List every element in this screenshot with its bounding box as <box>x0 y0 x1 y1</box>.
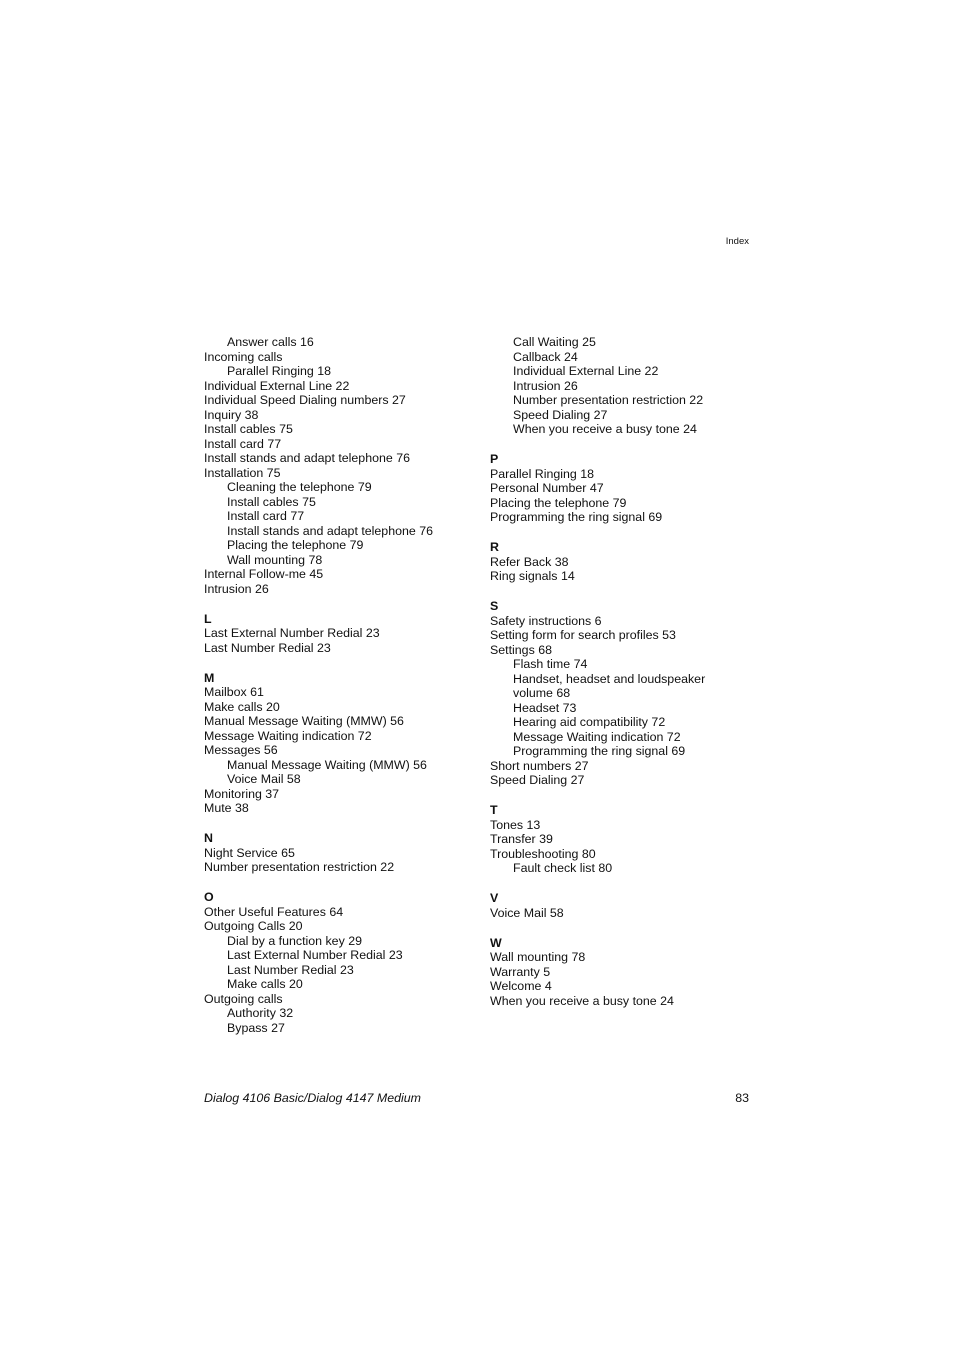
index-entry: Safety instructions 6 <box>490 613 602 628</box>
index-entry: Personal Number 47 <box>490 481 604 495</box>
index-subentry: Install stands and adapt telephone 76 <box>227 523 433 538</box>
index-entry: Incoming calls <box>204 349 283 364</box>
index-subentry: Make calls 20 <box>227 977 303 991</box>
index-subentry: Intrusion 26 <box>513 378 578 393</box>
index-column-left <box>204 335 474 1035</box>
index-subentry: Manual Message Waiting (MMW) 56 <box>227 757 427 772</box>
index-subentry: Callback 24 <box>513 349 578 364</box>
index-subentry: Number presentation restriction 22 <box>513 393 704 407</box>
index-entry: Mailbox 61 <box>204 685 264 699</box>
index-entry: Programming the ring signal 69 <box>490 510 663 524</box>
index-entry: Setting form for search profiles 53 <box>490 628 676 642</box>
index-subentry: Placing the telephone 79 <box>227 538 364 552</box>
index-subentry: Parallel Ringing 18 <box>227 364 332 378</box>
index-entry: Installation 75 <box>204 465 281 480</box>
index-entry: Individual Speed Dialing numbers 27 <box>204 393 406 407</box>
index-subentry: Answer calls 16 <box>227 335 314 349</box>
index-subentry: Authority 32 <box>227 1006 294 1020</box>
index-entry: Install cables 75 <box>204 422 293 436</box>
index-subentry: Fault check list 80 <box>513 861 613 875</box>
index-entry: Warranty 5 <box>490 964 551 979</box>
index-subentry: Headset 73 <box>513 700 577 715</box>
index-subentry: Speed Dialing 27 <box>513 407 608 422</box>
index-letter-heading: T <box>490 803 498 817</box>
index-entry: Inquiry 38 <box>204 407 259 422</box>
index-letter-heading: O <box>204 890 214 904</box>
index-subentry: When you receive a busy tone 24 <box>513 422 697 436</box>
index-subentry: Last External Number Redial 23 <box>227 948 403 962</box>
index-entry: Parallel Ringing 18 <box>490 466 595 481</box>
index-entry: Wall mounting 78 <box>490 950 586 964</box>
index-subentry: Wall mounting 78 <box>227 552 323 567</box>
index-entry: Manual Message Waiting (MMW) 56 <box>204 714 404 728</box>
index-entry: Number presentation restriction 22 <box>204 860 395 874</box>
index-entry: Placing the telephone 79 <box>490 495 627 510</box>
index-subentry: Dial by a function key 29 <box>227 933 362 948</box>
index-subentry: volume 68 <box>513 686 571 700</box>
index-entry: Outgoing calls <box>204 991 283 1006</box>
index-letter-heading: R <box>490 540 499 554</box>
index-entry: Message Waiting indication 72 <box>204 728 372 743</box>
index-letter-heading: W <box>490 935 502 950</box>
index-letter-heading: S <box>490 599 499 613</box>
index-entry: Ring signals 14 <box>490 569 575 583</box>
index-entry: Last Number Redial 23 <box>204 640 331 655</box>
index-subentry: Install card 77 <box>227 509 305 523</box>
index-subentry: Handset, headset and loudspeaker <box>513 671 706 686</box>
index-entry: Night Service 65 <box>204 845 295 860</box>
index-entry: Troubleshooting 80 <box>490 846 596 861</box>
index-letter-heading: N <box>204 831 213 845</box>
index-letter-heading: M <box>204 670 215 685</box>
index-subentry: Flash time 74 <box>513 657 588 671</box>
index-subentry: Individual External Line 22 <box>513 364 659 378</box>
index-entry: Intrusion 26 <box>204 581 269 596</box>
index-letter-heading: L <box>204 611 212 626</box>
index-subentry: Hearing aid compatibility 72 <box>513 715 666 729</box>
index-entry: Transfer 39 <box>490 832 553 846</box>
index-entry: Install stands and adapt telephone 76 <box>204 451 410 465</box>
index-entry: Install card 77 <box>204 436 282 451</box>
index-entry: Other Useful Features 64 <box>204 904 344 919</box>
index-entry: Last External Number Redial 23 <box>204 626 380 640</box>
index-subentry: Message Waiting indication 72 <box>513 729 681 744</box>
index-entry: Monitoring 37 <box>204 786 280 801</box>
index-subentry: Call Waiting 25 <box>513 335 596 349</box>
index-column-right <box>490 335 760 1008</box>
index-subentry: Cleaning the telephone 79 <box>227 480 372 494</box>
footer-document-title: Dialog 4106 Basic/Dialog 4147 Medium <box>204 1091 421 1105</box>
index-subentry: Bypass 27 <box>227 1020 285 1035</box>
index-subentry: Last Number Redial 23 <box>227 962 354 977</box>
index-subentry: Install cables 75 <box>227 494 316 509</box>
index-entry: Internal Follow-me 45 <box>204 567 324 581</box>
index-entry: Settings 68 <box>490 642 552 657</box>
index-entry: When you receive a busy tone 24 <box>490 993 674 1008</box>
index-entry: Speed Dialing 27 <box>490 773 585 787</box>
index-entry: Mute 38 <box>204 801 249 815</box>
index-entry: Individual External Line 22 <box>204 378 350 393</box>
running-header: Index <box>725 236 749 247</box>
index-entry: Outgoing Calls 20 <box>204 919 303 933</box>
index-entry: Messages 56 <box>204 743 278 757</box>
index-entry: Short numbers 27 <box>490 758 589 773</box>
index-subentry: Voice Mail 58 <box>227 772 301 786</box>
index-entry: Make calls 20 <box>204 699 280 714</box>
index-subentry: Programming the ring signal 69 <box>513 744 686 758</box>
page-number: 83 <box>735 1091 749 1105</box>
index-entry: Tones 13 <box>490 817 541 832</box>
index-letter-heading: P <box>490 452 499 466</box>
index-entry: Refer Back 38 <box>490 554 569 569</box>
index-entry: Voice Mail 58 <box>490 905 564 920</box>
index-letter-heading: V <box>490 891 499 905</box>
index-entry: Welcome 4 <box>490 979 552 993</box>
